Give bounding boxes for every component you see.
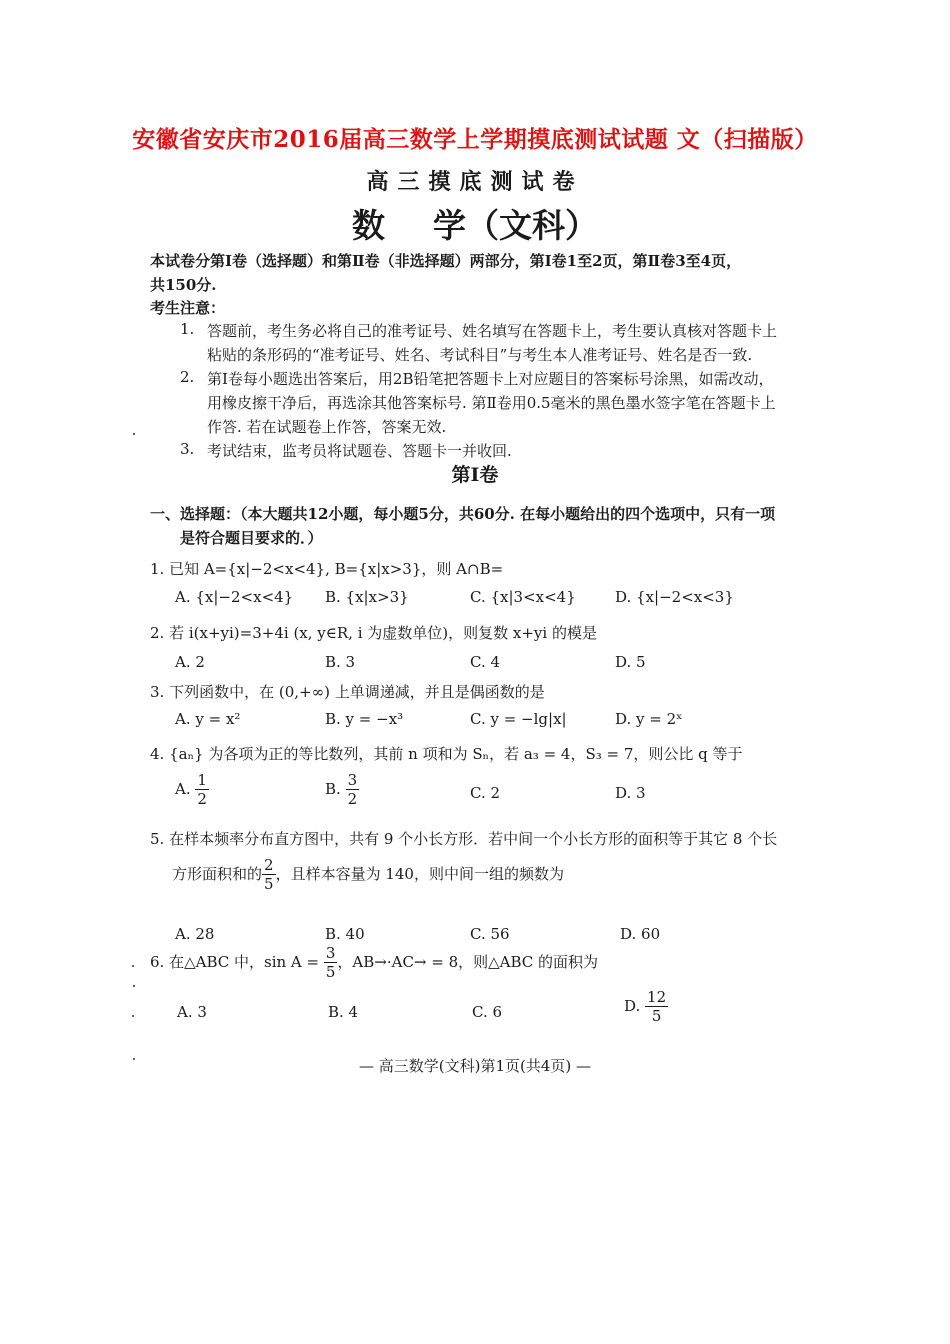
subject-title-part1: 数 — [352, 206, 385, 245]
notice-2-line-3: 作答. 若在试题卷上作答，答案无效. — [207, 418, 447, 436]
notice-2-line-2: 用橡皮擦干净后，再选涂其他答案标号. 第Ⅱ卷用0.5毫米的黑色墨水签字笔在答题卡上 — [207, 394, 776, 412]
question-5-option-a: A. 28 — [175, 925, 215, 943]
question-4-option-c: C. 2 — [470, 784, 501, 802]
scan-speck — [132, 1015, 134, 1017]
question-3-option-b: B. y = −x³ — [325, 710, 404, 728]
question-1-option-a: A. {x|−2<x<4} — [175, 588, 294, 606]
intro-line-2: 共150分. — [150, 276, 217, 294]
question-1-option-c: C. {x|3<x<4} — [470, 588, 576, 606]
question-6-option-d-fraction: $\frac{12}{5}$ — [647, 988, 667, 1025]
question-4-option-d: D. 3 — [615, 784, 646, 802]
question-4-option-a-fraction: $\frac{1}{2}$ — [197, 771, 207, 808]
question-1-option-b: B. {x|x>3} — [325, 588, 409, 606]
subject-title-part2: 学（文科） — [433, 206, 598, 245]
notice-label: 考生注意： — [150, 299, 226, 317]
scan-speck — [132, 965, 134, 967]
notice-2-line-1: 第Ⅰ卷每小题选出答案后，用2B铅笔把答题卡上对应题目的答案标号涂黑，如需改动， — [207, 370, 774, 388]
question-4-stem: 4. {aₙ} 为各项为正的等比数列，其前 n 项和为 Sₙ，若 a₃ = 4，S₃ = 7，则公比 q 等于 — [150, 745, 743, 763]
question-5-stem-line-1: 5. 在样本频率分布直方图中，共有 9 个小长方形．若中间一个小长方形的面积等于其它 8 个长 — [150, 830, 778, 848]
question-4-option-a-label: A. — [175, 780, 191, 798]
scan-speck — [133, 433, 135, 435]
question-3-option-a: A. y = x² — [175, 710, 241, 728]
question-6-option-c: C. 6 — [472, 1003, 503, 1021]
question-2-option-a: A. 2 — [175, 653, 205, 671]
notice-2-number: 2. — [180, 368, 195, 386]
question-6-fraction: $\frac{3}{5}$ — [325, 944, 336, 981]
question-5-fraction: $\frac{2}{5}$ — [264, 856, 274, 893]
notice-1-line-2: 粘贴的条形码的“准考证号、姓名、考试科目”与考生本人准考证号、姓名是否一致. — [207, 346, 753, 364]
question-3-stem: 3. 下列函数中，在 (0,+∞) 上单调递减，并且是偶函数的是 — [150, 683, 545, 701]
question-1-option-d: D. {x|−2<x<3} — [615, 588, 734, 606]
document-source-title: 安徽省安庆市2016届高三数学上学期摸底测试试题 文（扫描版） — [132, 126, 818, 153]
question-4-option-a — [175, 773, 209, 807]
scan-speck — [133, 985, 135, 987]
section-title: 第Ⅰ卷 — [451, 464, 499, 486]
intro-line-1: 本试卷分第Ⅰ卷（选择题）和第Ⅱ卷（非选择题）两部分，第Ⅰ卷1至2页，第Ⅱ卷3至4页， — [150, 252, 742, 270]
question-6-stem: 6. 在△ABC 中，sin A = $\frac{3}{5}$ ，AB→·AC→ = 8，则△ABC 的面积为 — [150, 944, 599, 981]
exam-title: 高三摸底测试卷 — [366, 169, 584, 195]
section-instructions-line-1: 一、选择题：（本大题共12小题，每小题5分，共60分. 在每小题给出的四个选项中，只有一项 — [150, 505, 776, 523]
question-4-option-b — [325, 773, 359, 807]
question-5-option-d: D. 60 — [620, 925, 661, 943]
question-2-stem: 2. 若 i(x+yi)=3+4i (x, y∈R, i 为虚数单位)，则复数 x+yi 的模是 — [150, 624, 597, 642]
page-footer: — 高三数学(文科)第1页(共4页) — — [358, 1057, 592, 1075]
scan-speck — [133, 1058, 135, 1060]
question-5-option-b: B. 40 — [325, 925, 365, 943]
question-6-option-d: D. $\frac{12}{5}$ — [624, 988, 667, 1025]
notice-1-line-1: 答题前，考生务必将自己的准考证号、姓名填写在答题卡上，考生要认真核对答题卡上 — [207, 322, 778, 340]
question-2-option-d: D. 5 — [615, 653, 646, 671]
notice-1-number: 1. — [180, 320, 195, 338]
question-2-option-c: C. 4 — [470, 653, 501, 671]
question-2-option-b: B. 3 — [325, 653, 356, 671]
subject-title — [0, 200, 950, 247]
question-1-stem: 1. 已知 A={x|−2<x<4}, B={x|x>3}，则 A∩B= — [150, 560, 504, 578]
notice-3-number: 3. — [180, 440, 195, 458]
question-6-option-a: A. 3 — [177, 1003, 207, 1021]
question-6-option-b: B. 4 — [328, 1003, 359, 1021]
question-3-option-c: C. y = −lg|x| — [470, 710, 567, 728]
question-3-option-d: D. y = 2ˣ — [615, 710, 683, 728]
notice-3-line-1: 考试结束，监考员将试题卷、答题卡一并收回. — [207, 442, 512, 460]
question-5-stem-line-2: 方形面积和的 $\frac{2}{5}$ ，且样本容量为 140，则中间一组的频数为 — [172, 856, 564, 893]
question-4-option-b-label: B. — [325, 780, 341, 798]
section-instructions-line-2: 是符合题目要求的．） — [180, 529, 323, 547]
question-5-option-c: C. 56 — [470, 925, 510, 943]
question-4-option-b-fraction: $\frac{3}{2}$ — [347, 771, 358, 808]
